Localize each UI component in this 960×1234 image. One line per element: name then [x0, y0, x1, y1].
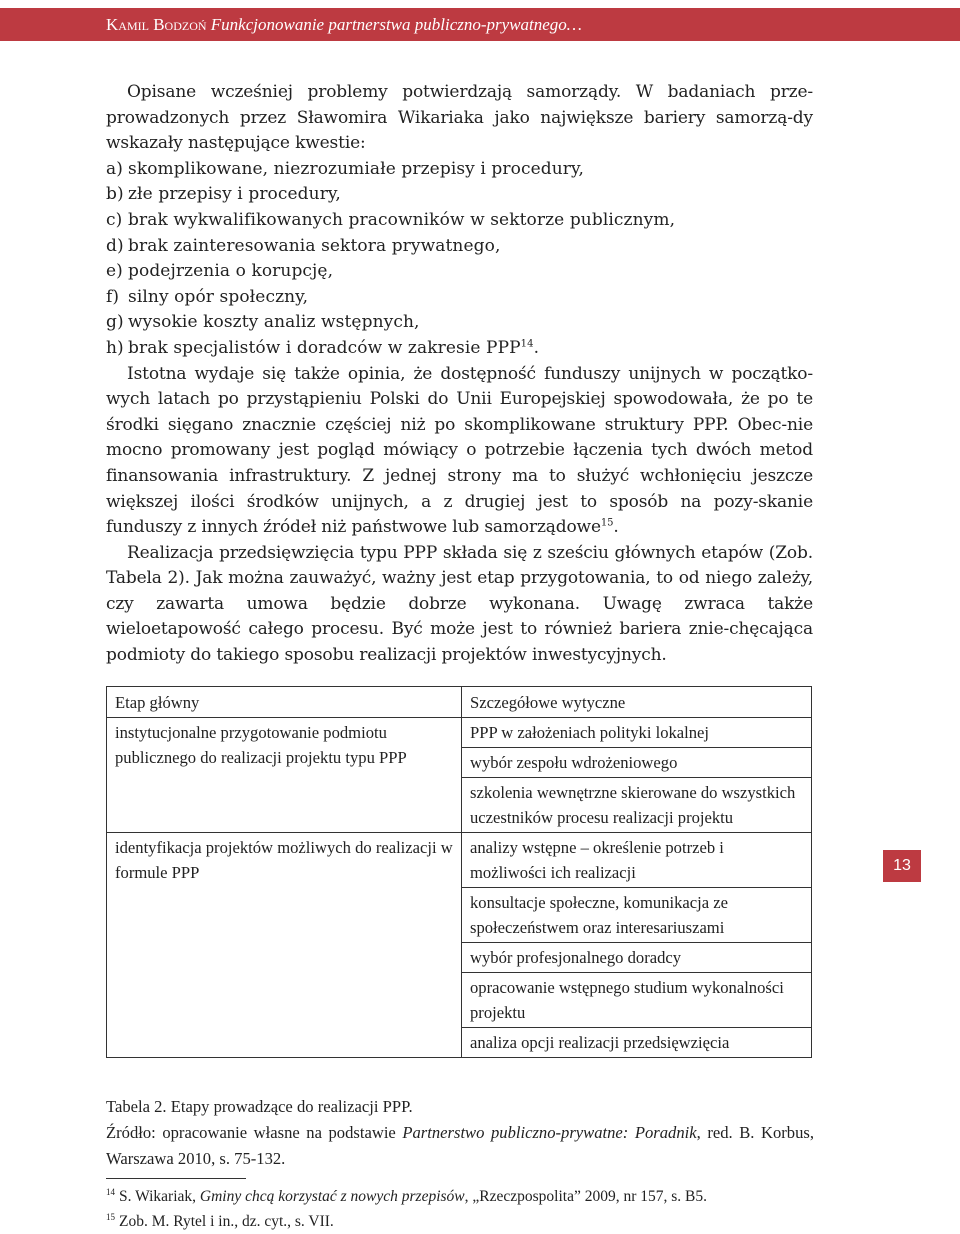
table-row [107, 833, 812, 888]
footnote: $^{15}$ Zob. M. Rytel i in., dz. cyt., s. VII. [106, 1211, 334, 1230]
table-cell: konsultacje społeczne, komunikacja ze społeczeństwem oraz interesariuszami [462, 888, 812, 943]
list-item: g) wysokie koszty analiz wstępnych, [106, 312, 420, 333]
footnotes [106, 1184, 816, 1234]
footnote-ref-15[interactable]: 15 [600, 517, 614, 529]
list-item: e) podejrzenia o korupcję, [106, 261, 334, 282]
table-header-cell: Etap główny [107, 687, 462, 718]
footnote: $^{14}$ S. Wikariak, Gminy chcą korzystać z nowych przepisów, „Rzeczpospolita” 2009, nr 157, s. B5. [106, 1186, 707, 1205]
footnote-divider [106, 1178, 246, 1179]
paragraph-stages: Realizacja przedsięwzięcia typu PPP składa się z sześciu głównych etapów (Zob. Tabela 2). Jak można zauważyć, ważny jest etap przygotowania, to od niego zależy, czy zawarta umowa będzie dobrze wykonana. Uwagę zwraca także wieloetapowość całego procesu. Być może jest to również bariera znie-chęcająca podmioty do takiego sposobu realizacji projektów inwestycyjnych. [106, 542, 813, 666]
paragraph-intro: Opisane wcześniej problemy potwierdzają samorządy. W badaniach prze-prowadzonych przez Sławomira Wikariaka jako największe bariery samorzą-dy wskazały następujące kwestie: [106, 82, 813, 154]
stages-table [106, 686, 812, 1058]
page-number: 13 [883, 850, 921, 882]
running-header [0, 8, 960, 41]
list-item: b) złe przepisy i procedury, [106, 184, 341, 205]
table-cell: wybór profesjonalnego doradcy [462, 943, 812, 973]
footnote-ref-14[interactable]: 14 [520, 338, 534, 350]
list-item: c) brak wykwalifikowanych pracowników w sektorze publicznym, [106, 209, 676, 230]
list-item: d) brak zainteresowania sektora prywatnego, [106, 235, 501, 256]
paragraph-funds: Istotna wydaje się także opinia, że dostępność funduszy unijnych w początko-wych latach po przystąpieniu Polski do Unii Europejskiej spowodowała, że po te środki sięgano znacznie częściej niż po skomplikowane struktury PPP. Obec-nie mocno promowany jest pogląd mówiący o potrzebie łączenia tych dwóch metod finansowania infrastruktury. Z jednej strony ma to służyć wchłonięciu jeszcze większej ilości środków unijnych, a z drugiej jest to sposób na pozy-skanie funduszy z innych źródeł niż państwowe lub samorządowe$^{15}$. [106, 363, 813, 538]
table-cell: analizy wstępne – określenie potrzeb i możliwości ich realizacji [462, 833, 812, 888]
table-header-cell: Szczegółowe wytyczne [462, 687, 812, 718]
table-cell: PPP w założeniach polityki lokalnej [462, 718, 812, 748]
table-cell: wybór zespołu wdrożeniowego [462, 748, 812, 778]
header-title: Funkcjonowanie partnerstwa publiczno-prywatnego… [210, 15, 582, 34]
list-item: f) silny opór społeczny, [106, 286, 309, 307]
table-header-row [107, 687, 812, 718]
table-stage-cell: identyfikacja projektów możliwych do realizacji w formule PPP [107, 833, 462, 1058]
list-item: a) skomplikowane, niezrozumiałe przepisy i procedury, [106, 158, 584, 179]
table-stage-cell: instytucjonalne przygotowanie podmiotu publicznego do realizacji projektu typu PPP [107, 718, 462, 833]
table-cell: opracowanie wstępnego studium wykonalności projektu [462, 973, 812, 1028]
body-text [106, 80, 813, 669]
caption-title: Tabela 2. Etapy prowadzące do realizacji PPP. [106, 1097, 413, 1116]
barriers-list [106, 157, 813, 362]
caption-source: Źródło: opracowanie własne na podstawie Partnerstwo publiczno-prywatne: Poradnik, red. B. Korbus, Warszawa 2010, s. 75-132. [106, 1123, 815, 1168]
header-author: Kamil Bodzoń [106, 15, 207, 34]
table-cell: analiza opcji realizacji przedsięwzięcia [462, 1028, 812, 1058]
list-item: h) brak specjalistów i doradców w zakresie PPP$^{14}$. [106, 337, 540, 358]
table-row [107, 718, 812, 748]
table-caption [106, 1094, 814, 1172]
table-cell: szkolenia wewnętrzne skierowane do wszystkich uczestników procesu realizacji projektu [462, 778, 812, 833]
